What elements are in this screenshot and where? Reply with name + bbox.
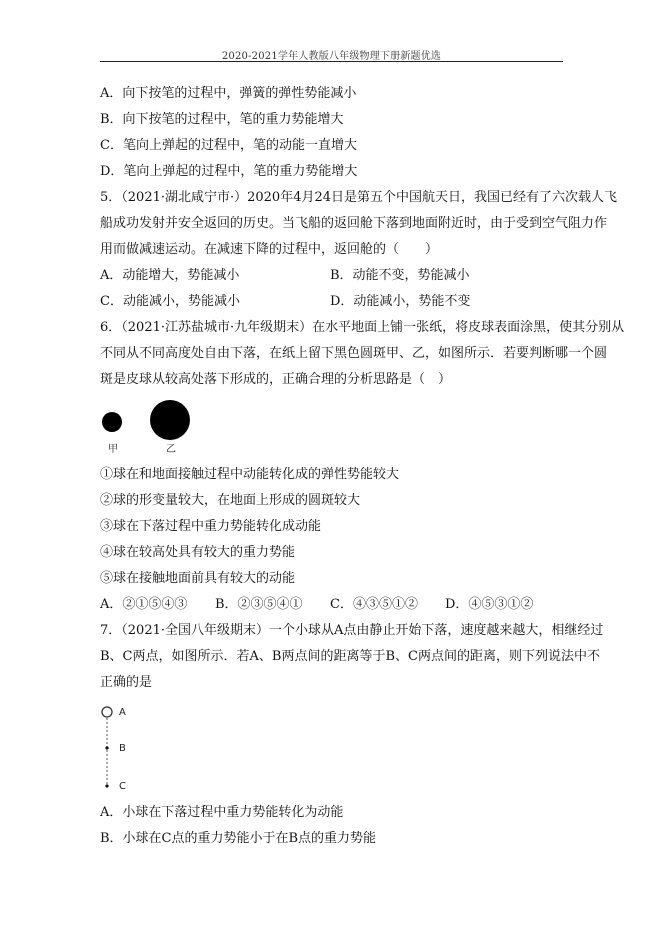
q7-stem-line-1: 7．（2021·全国八年级期末）一个小球从A点由静止开始下落，速度越来越大，相继经过 [100, 623, 604, 638]
spot-jia-label: 甲 [108, 444, 118, 455]
q5-option-b: B．动能不变，势能减小 [330, 268, 470, 283]
q6-option-b: B．②③⑤④① [215, 597, 303, 612]
point-a-label: A [119, 707, 126, 718]
q6-statement-1: ①球在和地面接触过程中动能转化成的弹性势能较大 [100, 467, 400, 482]
point-c-marker [105, 784, 108, 787]
q5-stem-line-1: 5．（2021·湖北咸宁市·）2020年4月24日是第五个中国航天日，我国已经有了六次载人飞 [100, 190, 618, 205]
q6-statement-3: ③球在下落过程中重力势能转化成动能 [100, 519, 322, 534]
q7-option-b: B．小球在C点的重力势能小于在B点的重力势能 [100, 831, 377, 846]
q6-statement-5: ⑤球在接触地面前具有较大的动能 [100, 571, 296, 586]
q6-statement-4: ④球在较高处具有较大的重力势能 [100, 545, 296, 560]
q6-statement-2: ②球的形变量较大，在地面上形成的圆斑较大 [100, 493, 361, 508]
q5-option-a: A．动能增大，势能减小 [100, 268, 240, 283]
spot-yi [150, 400, 190, 440]
q7-stem-line-2: B、C两点，如图所示．若A、B两点间的距离等于B、C两点间的距离，则下列说法中不 [100, 649, 600, 664]
q7-option-a: A．小球在下落过程中重力势能转化为动能 [100, 805, 344, 820]
q4-option-d: D．笔向上弹起的过程中，笔的重力势能增大 [100, 164, 358, 179]
spot-yi-label: 乙 [166, 444, 176, 455]
header-divider [100, 61, 563, 62]
q4-option-b: B．向下按笔的过程中，笔的重力势能增大 [100, 112, 344, 127]
q6-option-a: A．②①⑤④③ [100, 597, 188, 612]
q7-stem-line-3: 正确的是 [100, 675, 153, 690]
q5-stem-line-3: 用而做减速运动。在减速下降的过程中，返回舱的（ ） [100, 242, 439, 257]
q4-option-a: A．向下按笔的过程中，弹簧的弹性势能减小 [100, 86, 357, 101]
q4-option-c: C．笔向上弹起的过程中，笔的动能一直增大 [100, 138, 357, 153]
ball-icon [102, 707, 112, 717]
q6-stem-line-1: 6．（2021·江苏盐城市·九年级期末）在水平地面上铺一张纸，将皮球表面涂黑，使其分别从 [100, 320, 625, 335]
point-b-marker [105, 746, 108, 749]
page-header: 2020-2021学年人教版八年级物理下册新题优选 [221, 51, 442, 62]
point-b-label: B [119, 743, 126, 754]
q6-stem-line-3: 斑是皮球从较高处落下形成的，正确合理的分析思路是（ ） [100, 372, 452, 387]
q6-option-c: C．④③⑤①② [330, 597, 418, 612]
q6-figure-spots [95, 398, 205, 458]
q7-figure-falling-ball [95, 702, 145, 794]
q6-option-d: D．④⑤③①② [445, 597, 534, 612]
spot-jia [102, 412, 122, 432]
q5-option-d: D．动能减小，势能不变 [330, 294, 471, 309]
q6-stem-line-2: 不同从不同高度处自由下落，在纸上留下黑色圆斑甲、乙，如图所示．若要判断哪一个圆 [100, 346, 608, 361]
point-c-label: C [119, 781, 126, 792]
q5-stem-line-2: 船成功发射并安全返回的历史。当飞船的返回舱下落到地面附近时，由于受到空气阻力作 [100, 216, 608, 231]
q5-option-c: C．动能减小，势能减小 [100, 294, 240, 309]
